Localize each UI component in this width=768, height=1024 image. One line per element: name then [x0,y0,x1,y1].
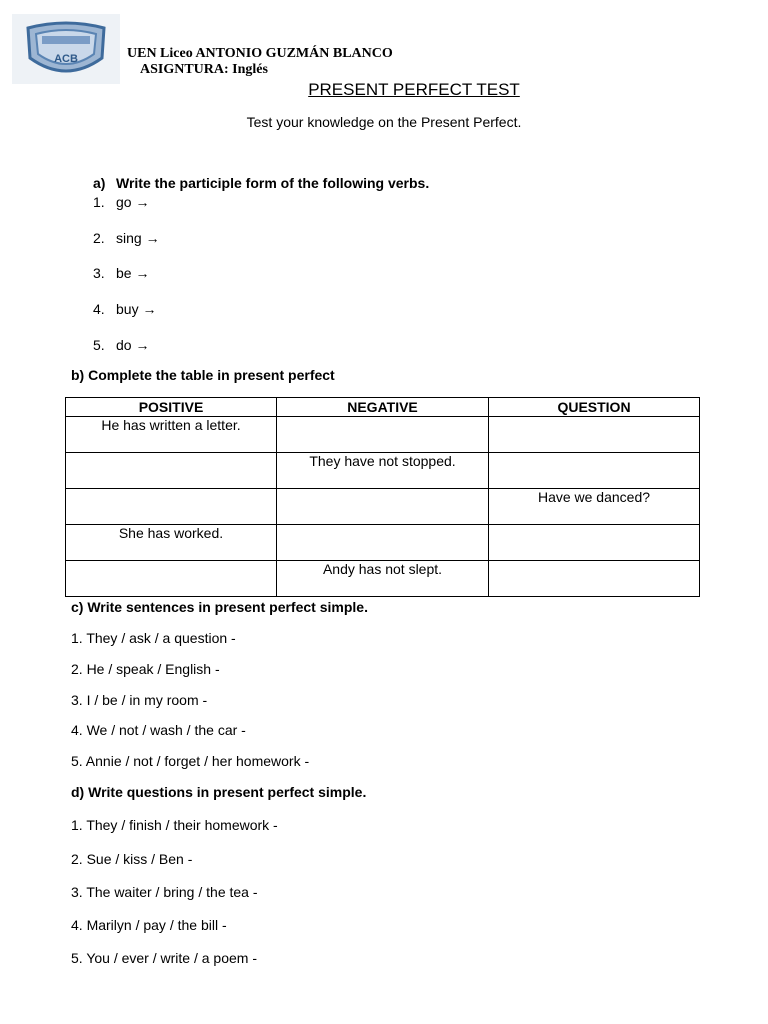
verb-text: sing → [116,230,160,246]
table-cell[interactable] [277,489,489,525]
school-name: UEN Liceo ANTONIO GUZMÁN BLANCO [127,46,393,61]
page-title [0,80,768,100]
verb-text: buy → [116,301,157,317]
table-cell[interactable] [66,525,277,561]
table-row [66,489,700,525]
verb-item [93,265,149,281]
question-item: 1. They / finish / their homework - [71,817,278,833]
question-item: 4. Marilyn / pay / the bill - [71,917,227,933]
present-perfect-table [65,397,700,597]
sentence-item: 4. We / not / wash / the car - [71,722,246,738]
table-row [66,417,700,453]
table-cell[interactable] [489,417,700,453]
table-cell[interactable] [489,525,700,561]
cell-text: He has written a letter. [101,417,241,433]
table-row [66,561,700,597]
sentence-item: 3. I / be / in my room - [71,692,208,708]
verb-number: 2. [93,230,105,246]
section-d-heading: d) Write questions in present perfect simple. [71,784,367,800]
sentence-item: 1. They / ask / a question - [71,630,236,646]
verb-number: 4. [93,301,105,317]
school-crest-icon [12,14,120,84]
section-a-heading [93,175,429,191]
verb-item [93,194,149,210]
verb-number: 3. [93,265,105,281]
table-cell[interactable] [277,417,489,453]
question-item: 5. You / ever / write / a poem - [71,950,257,966]
table-cell[interactable] [489,453,700,489]
verb-text: go → [116,194,150,210]
cell-text: Andy has not slept. [322,561,443,577]
table-row [66,453,700,489]
question-item: 3. The waiter / bring / the tea - [71,884,258,900]
verb-text: do → [116,337,150,353]
sentence-item: 2. He / speak / English - [71,661,220,677]
table-cell[interactable] [277,561,489,597]
section-a-marker: a) [93,175,106,191]
section-c-heading: c) Write sentences in present perfect simple. [71,599,368,615]
page-subtitle: Test your knowledge on the Present Perfect. [246,114,522,130]
page-title-text: PRESENT PERFECT TEST [308,80,520,99]
school-logo [12,14,120,84]
table-cell[interactable] [66,453,277,489]
table-cell[interactable] [66,417,277,453]
table-cell[interactable] [489,489,700,525]
section-b-heading: b) Complete the table in present perfect [71,367,335,383]
verb-item [93,337,149,353]
cell-text: They have not stopped. [309,453,456,469]
column-header-negative: NEGATIVE [277,398,489,417]
table-row [66,525,700,561]
verb-item [93,301,156,317]
table-cell[interactable] [66,489,277,525]
table-cell[interactable] [66,561,277,597]
question-item: 2. Sue / kiss / Ben - [71,851,193,867]
table-header-row [66,398,700,417]
table-cell[interactable] [277,525,489,561]
verb-text: be → [116,265,150,281]
table-cell[interactable] [277,453,489,489]
section-a-heading-text: Write the participle form of the following verbs. [116,175,430,191]
cell-text: She has worked. [118,525,224,541]
table-cell[interactable] [489,561,700,597]
verb-number: 5. [93,337,105,353]
logo-text: ACB [54,53,78,65]
verb-item [93,230,160,246]
sentence-item: 5. Annie / not / forget / her homework - [71,753,310,769]
column-header-positive: POSITIVE [66,398,277,417]
subject-label: ASIGNTURA: Inglés [140,62,268,77]
column-header-question: QUESTION [489,398,700,417]
verb-number: 1. [93,194,105,210]
cell-text: Have we danced? [537,489,651,505]
